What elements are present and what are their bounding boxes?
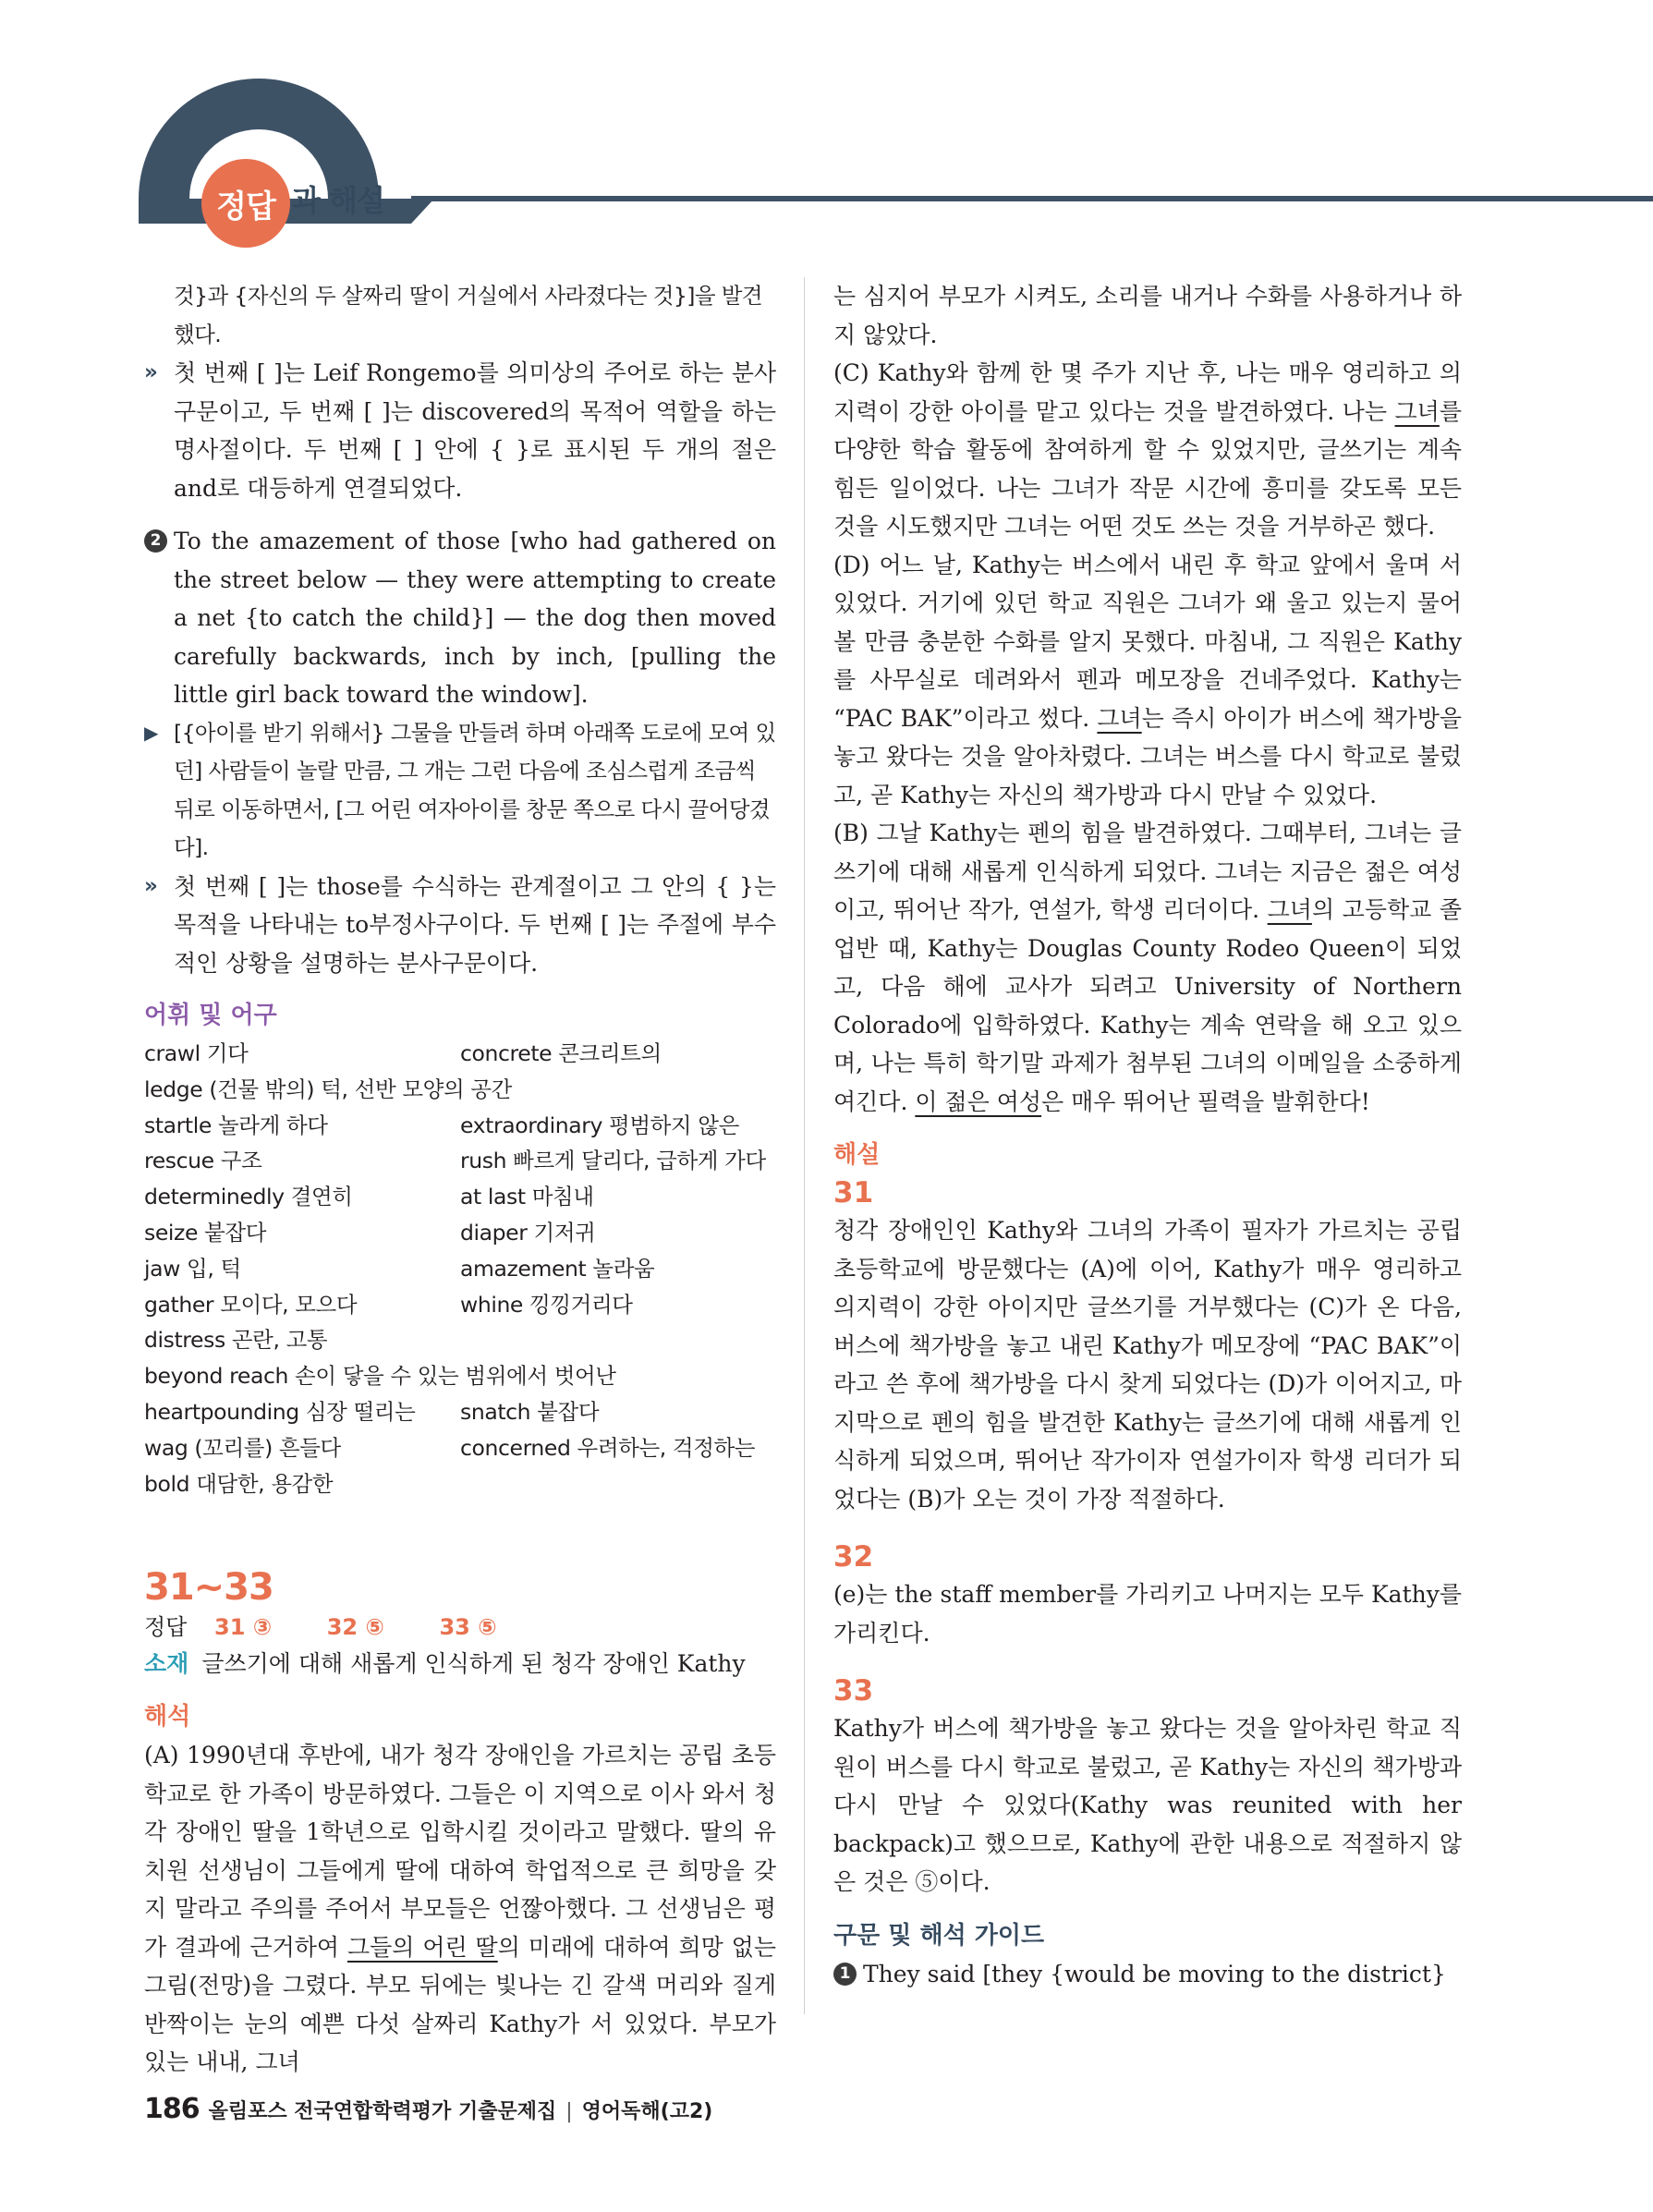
vocab-item: concerned 우려하는, 걱정하는 <box>460 1434 756 1461</box>
answer-line <box>144 1609 776 1646</box>
translation-paragraph-b: (B) 그날 Kathy는 펜의 힘을 발견하였다. 그때부터, 그녀는 글쓰기에 대해 새롭게 인식하게 되었다. 그녀는 지금은 젊은 여성이고, 뛰어난 작가, 연설가, 학생 리더이다. 그녀의 고등학교 졸업반 때, Kathy는 Douglas County Rodeo Queen이 되었고, 다음 해에 교사가 되려고 University of Northern Colorado에 입학하였다. Kathy는 계속 연락을 해 오고 있으며, 나는 특히 학기말 과제가 첨부된 그녀의 이메일을 소중하게 여긴다. 이 젊은 여성은 매우 뛰어난 필력을 발휘한다! <box>833 820 1462 1115</box>
vocab-item: gather 모이다, 모으다 <box>144 1291 358 1318</box>
vocab-item: startle 놀라게 하다 <box>144 1112 328 1138</box>
vocab-item: heartpounding 심장 떨리는 <box>144 1398 416 1425</box>
header-title: 과 해설 <box>292 183 384 218</box>
underlined-reference: 그녀 <box>1097 704 1142 732</box>
topic-line: 소재 글쓰기에 대해 새롭게 인식하게 된 청각 장애인 Kathy <box>144 1650 746 1678</box>
footer-separator: | <box>565 2100 573 2123</box>
vocab-item: crawl 기다 <box>144 1040 249 1066</box>
page-footer <box>144 2093 712 2125</box>
question-32-number: 32 <box>833 1540 874 1574</box>
page-header <box>0 0 1653 240</box>
vocab-heading: 어휘 및 어구 <box>144 1002 277 1029</box>
question-32-explanation: (e)는 the staff member를 가리키고 나머지는 모두 Kathy를 가리킨다. <box>833 1581 1462 1647</box>
vocab-item: distress 곤란, 고통 <box>144 1327 328 1354</box>
answer-32: 32 ⑤ <box>326 1614 384 1641</box>
question-31-number: 31 <box>833 1176 874 1209</box>
explanation-heading: 해설 <box>833 1141 881 1169</box>
underlined-reference: 이 젊은 여성 <box>915 1088 1042 1115</box>
grammar-note-2: » 첫 번째 [ ]는 those를 수식하는 관계절이고 그 안의 { }는 목적을 나타내는 to부정사구이다. 두 번째 [ ]는 주절에 부수적인 상황을 설명하는 분사구문이다. <box>144 868 776 983</box>
double-arrow-icon: » <box>144 360 158 384</box>
translation-tail: 것}과 {자신의 두 살짜리 딸이 거실에서 사라졌다는 것}]을 발견했다. <box>174 283 763 347</box>
number-circle-icon: 2 <box>144 529 167 553</box>
vocab-item: ledge (건물 밖의) 턱, 선반 모양의 공간 <box>144 1076 512 1102</box>
guide-sentence-1: 1 They said [they {would be moving to the district} <box>833 1955 1462 1994</box>
answer-31: 31 ③ <box>214 1614 273 1641</box>
grammar-note-1: » 첫 번째 [ ]는 Leif Rongemo를 의미상의 주어로 하는 분사구문이고, 두 번째 [ ]는 discovered의 목적어 역할을 하는 명사절이다. 두 번째 [ ] 안에 { }로 표시된 두 개의 절은 and로 대등하게 연결되었다. <box>144 354 776 507</box>
book-title: 올림포스 전국연합학력평가 기출문제집 <box>208 2100 557 2123</box>
translation-paragraph-a: (A) 1990년대 후반에, 내가 청각 장애인을 가르치는 공립 초등학교로 한 가족이 방문하였다. 그들은 이 지역으로 이사 와서 청각 장애인 딸을 1학년으로 입학시킬 것이라고 말했다. 딸의 유치원 선생님이 그들에게 딸에 대하여 학업적으로 큰 희망을 갖지 말라고 주의를 주어서 부모들은 언짢아했다. 그 선생님은 평가 결과에 근거하여 그들의 어린 딸의 미래에 대하여 희망 없는 그림(전망)을 그렸다. 부모 뒤에는 빛나는 긴 갈색 머리와 질게 반짝이는 눈의 예쁜 다섯 살짜리 Kathy가 서 있었다. 부모가 있는 내내, 그녀 <box>144 1742 776 2076</box>
right-column <box>833 277 1462 1993</box>
vocab-item: wag (꼬리를) 흔들다 <box>144 1434 341 1461</box>
page-number: 186 <box>144 2093 200 2125</box>
vocab-item: diaper 기저귀 <box>460 1219 596 1246</box>
translation-paragraph-c: (C) Kathy와 함께 한 몇 주가 지난 후, 나는 매우 영리하고 의지력이 강한 아이를 맡고 있다는 것을 발견하였다. 나는 그녀를 다양한 학습 활동에 참여하게 할 수 있었지만, 글쓰기는 계속 힘든 일이었다. 나는 그녀가 작문 시간에 흥미를 갖도록 모든 것을 시도했지만 그녀는 어떤 것도 쓰는 것을 거부하곤 했다. <box>833 359 1462 540</box>
answer-badge: 정답 <box>201 159 290 248</box>
topic-label: 소재 <box>144 1650 189 1678</box>
column-divider <box>804 277 805 2014</box>
sentence-2-english: 2 To the amazement of those [who had gathered on the street below — they were attempting to create a net {to catch the child}] — the dog then moved carefully backwards, inch by inch, [pulling the little girl back toward the window]. <box>144 522 776 714</box>
subject-title: 영어독해(고2) <box>581 2100 713 2123</box>
vocab-item: snatch 붙잡다 <box>460 1398 600 1425</box>
vocab-item: bold 대담한, 용감한 <box>144 1470 334 1497</box>
vocab-item: beyond reach 손이 닿을 수 있는 범위에서 벗어난 <box>144 1363 616 1390</box>
translation-a-continued: 는 심지어 부모가 시켜도, 소리를 내거나 수화를 사용하거나 하지 않았다. <box>833 283 1462 348</box>
question-33-number: 33 <box>833 1674 874 1708</box>
vocab-item: rush 빠르게 달리다, 급하게 가다 <box>460 1148 766 1174</box>
question-range: 31~33 <box>144 1566 273 1610</box>
sentence-2-korean: ▶ [{아이를 받기 위해서} 그물을 만들려 하며 아래쪽 도로에 모여 있던] 사람들이 놀랄 만큼, 그 개는 그런 다음에 조심스럽게 조금씩 뒤로 이동하면서, [그 어린 여자아이를 창문 쪽으로 다시 끌어당겼다]. <box>144 714 776 868</box>
vocab-item: determinedly 결연히 <box>144 1184 353 1210</box>
vocab-item: at last 마침내 <box>460 1184 594 1210</box>
underlined-reference: 그녀 <box>1267 896 1312 923</box>
number-circle-icon: 1 <box>833 1963 857 1986</box>
vocab-item: amazement 놀라움 <box>460 1255 655 1282</box>
vocab-item: concrete 콘크리트의 <box>460 1040 662 1066</box>
question-33-explanation: Kathy가 버스에 책가방을 놓고 왔다는 것을 알아차린 학교 직원이 버스를 다시 학교로 불렀고, 곧 Kathy는 자신의 책가방과 다시 만날 수 있었다(Kathy was reunited with her backpack)고 했으므로, Kathy에 관한 내용으로 적절하지 않은 것은 ⑤이다. <box>833 1715 1462 1895</box>
triangle-bullet-icon: ▶ <box>144 721 158 744</box>
question-31-explanation: 청각 장애인인 Kathy와 그녀의 가족이 필자가 가르치는 공립 초등학교에 방문했다는 (A)에 이어, Kathy가 매우 영리하고 의지력이 강한 아이지만 글쓰기를 거부했다는 (C)가 온 다음, 버스에 책가방을 놓고 내린 Kathy가 메모장에 “PAC BAK”이라고 쓴 후에 책가방을 다시 찾게 되었다는 (D)가 이어지고, 마지막으로 펜의 힘을 발견한 Kathy는 글쓰기에 대해 새롭게 인식하게 되었으며, 뛰어난 작가이자 연설가이자 학생 리더가 되었다는 (B)가 오는 것이 가장 적절하다. <box>833 1217 1462 1513</box>
vocab-item: whine 낑낑거리다 <box>460 1291 633 1318</box>
left-column <box>144 277 776 2082</box>
answer-33: 33 ⑤ <box>439 1614 497 1641</box>
vocab-item: rescue 구조 <box>144 1148 262 1174</box>
double-arrow-icon: » <box>144 873 158 898</box>
guide-heading: 구문 및 해석 가이드 <box>833 1921 1045 1950</box>
answer-label: 정답 <box>144 1614 188 1641</box>
vocab-item: jaw 입, 턱 <box>144 1255 241 1282</box>
vocab-list <box>144 1036 776 1501</box>
underlined-reference: 그녀 <box>1394 397 1440 425</box>
translation-heading: 해석 <box>144 1703 191 1732</box>
translation-paragraph-d: (D) 어느 날, Kathy는 버스에서 내린 후 학교 앞에서 울며 서 있었다. 거기에 있던 학교 직원은 그녀가 왜 울고 있는지 물어볼 만큼 충분한 수화를 알지 못했다. 마침내, 그 직원은 Kathy를 사무실로 데려와서 펜과 메모장을 건네주었다. Kathy는 “PAC BAK”이라고 썼다. 그녀는 즉시 아이가 버스에 책가방을 놓고 왔다는 것을 알아차렸다. 그녀는 버스를 다시 학교로 불렀고, 곧 Kathy는 자신의 책가방과 다시 만날 수 있었다. <box>833 551 1462 808</box>
vocab-item: seize 붙잡다 <box>144 1219 266 1246</box>
underlined-reference: 그들의 어린 딸 <box>346 1933 498 1961</box>
vocab-item: extraordinary 평범하지 않은 <box>460 1112 739 1138</box>
